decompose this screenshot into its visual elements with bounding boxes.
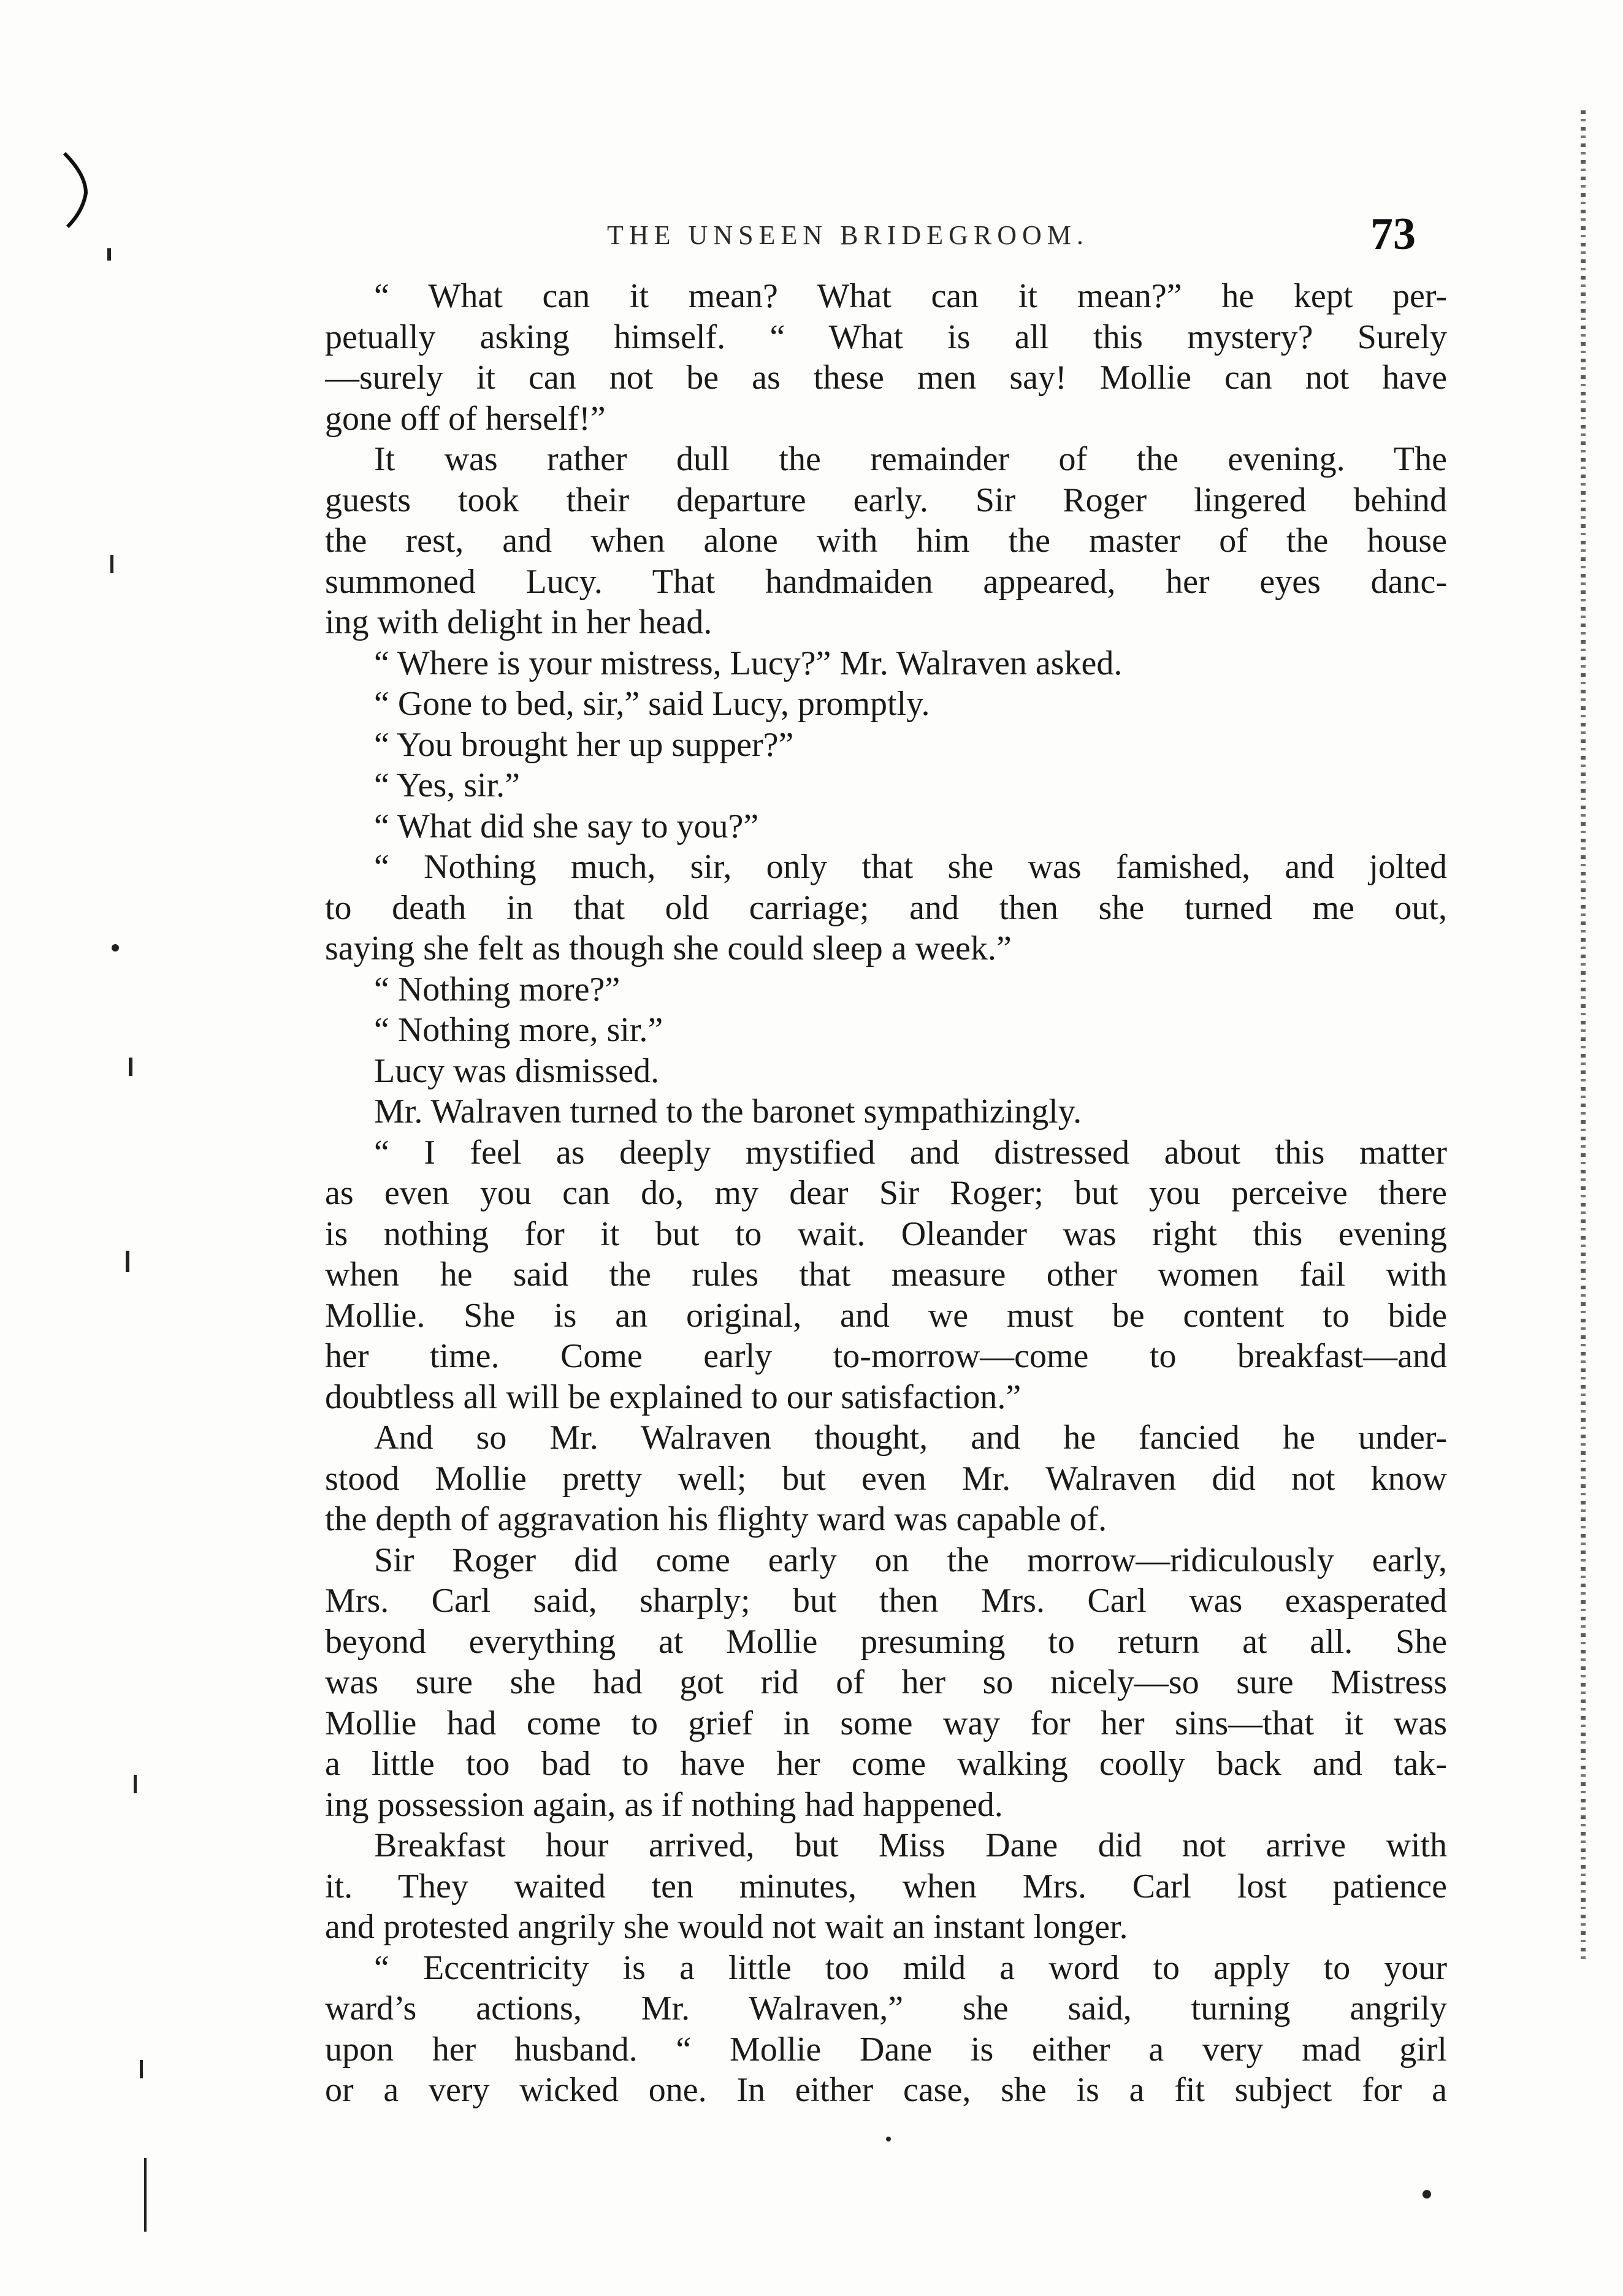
text-line: is nothing for it but to wait. Oleander was right this evening (325, 1215, 1447, 1253)
text-line: it. They waited ten minutes, when Mrs. Carl lost patience (325, 1867, 1447, 1905)
text-line: “ Nothing much, sir, only that she was famished, and jolted (374, 848, 1447, 886)
text-line: gone off of herself!” (325, 399, 606, 438)
text-line: as even you can do, my dear Sir Roger; but you perceive there (325, 1174, 1447, 1212)
text-line: summoned Lucy. That handmaiden appeared, her eyes danc- (325, 562, 1447, 601)
margin-mark (112, 944, 119, 952)
body-text (325, 276, 1447, 2111)
margin-mark (886, 2137, 891, 2142)
text-line: ward’s actions, Mr. Walraven,” she said, turning angrily (325, 1989, 1447, 2027)
text-line: “ Nothing more?” (374, 970, 621, 1009)
text-line: doubtless all will be explained to our satisfaction.” (325, 1378, 1022, 1416)
text-line: saying she felt as though she could sleep a week.” (325, 929, 1012, 967)
binding-edge (1581, 110, 1586, 1962)
text-line: Mollie had come to grief in some way for her sins—that it was (325, 1704, 1447, 1742)
text-line: Lucy was dismissed. (374, 1051, 660, 1090)
text-line: Mr. Walraven turned to the baronet sympathizingly. (374, 1093, 1082, 1131)
text-line: stood Mollie pretty well; but even Mr. Walraven did not know (325, 1459, 1447, 1498)
margin-mark (1423, 2190, 1431, 2199)
text-line: upon her husband. “ Mollie Dane is either a very mad girl (325, 2030, 1447, 2069)
margin-mark (126, 1251, 129, 1272)
text-line: “ Nothing more, sir.” (374, 1011, 663, 1049)
margin-mark (134, 1775, 137, 1793)
text-line: to death in that old carriage; and then she turned me out, (325, 888, 1447, 927)
text-line: ing with delight in her head. (325, 603, 712, 641)
text-line: Breakfast hour arrived, but Miss Dane did not arrive with (374, 1826, 1447, 1864)
text-line: —surely it can not be as these men say! Mollie can not have (325, 359, 1447, 397)
text-line: beyond everything at Mollie presuming to return at all. She (325, 1622, 1447, 1661)
margin-mark (129, 1058, 132, 1076)
text-line: a little too bad to have her come walking coolly back and tak- (325, 1745, 1447, 1783)
text-line: when he said the rules that measure other women fail with (325, 1256, 1447, 1294)
margin-mark (110, 555, 113, 573)
text-line: “ What can it mean? What can it mean?” he kept per- (374, 277, 1447, 315)
page-edge-mark (58, 150, 95, 230)
text-line: or a very wicked one. In either case, she is a fit subject for a (325, 2071, 1447, 2109)
text-line: her time. Come early to-morrow—come to breakfast—and (325, 1337, 1447, 1375)
text-line: was sure she had got rid of her so nicely—so sure Mistress (325, 1663, 1447, 1701)
text-line: guests took their departure early. Sir Roger lingered behind (325, 481, 1447, 519)
text-line: Sir Roger did come early on the morrow—ridiculously early, (374, 1541, 1447, 1579)
text-line: It was rather dull the remainder of the evening. The (374, 440, 1447, 478)
page-number: 73 (1370, 209, 1416, 259)
text-line: “ You brought her up supper?” (374, 725, 794, 764)
text-line: the rest, and when alone with him the master of the house (325, 522, 1447, 560)
text-line: “ Eccentricity is a little too mild a word to apply to your (374, 1948, 1447, 1987)
text-line: And so Mr. Walraven thought, and he fancied he under- (374, 1419, 1447, 1457)
text-line: the depth of aggravation his flighty ward was capable of. (325, 1500, 1107, 1538)
running-title: THE UNSEEN BRIDEGROOM. (607, 220, 1089, 250)
text-line: “ I feel as deeply mystified and distressed about this matter (374, 1133, 1447, 1172)
text-line: “ Gone to bed, sir,” said Lucy, promptly. (374, 685, 930, 723)
text-line: ing possession again, as if nothing had happened. (325, 1785, 1003, 1824)
text-line: Mollie. She is an original, and we must be content to bide (325, 1296, 1447, 1335)
page-header (607, 208, 1465, 257)
text-line: and protested angrily she would not wait an instant longer. (325, 1908, 1128, 1946)
text-line: “ Yes, sir.” (374, 766, 521, 804)
text-line: “ What did she say to you?” (374, 807, 759, 845)
text-line: petually asking himself. “ What is all this mystery? Surely (325, 318, 1447, 356)
margin-mark (144, 2158, 147, 2232)
margin-mark (140, 2060, 143, 2078)
margin-mark (107, 248, 111, 261)
text-line: “ Where is your mistress, Lucy?” Mr. Walraven asked. (374, 644, 1123, 682)
text-line: Mrs. Carl said, sharply; but then Mrs. Carl was exasperated (325, 1582, 1447, 1620)
